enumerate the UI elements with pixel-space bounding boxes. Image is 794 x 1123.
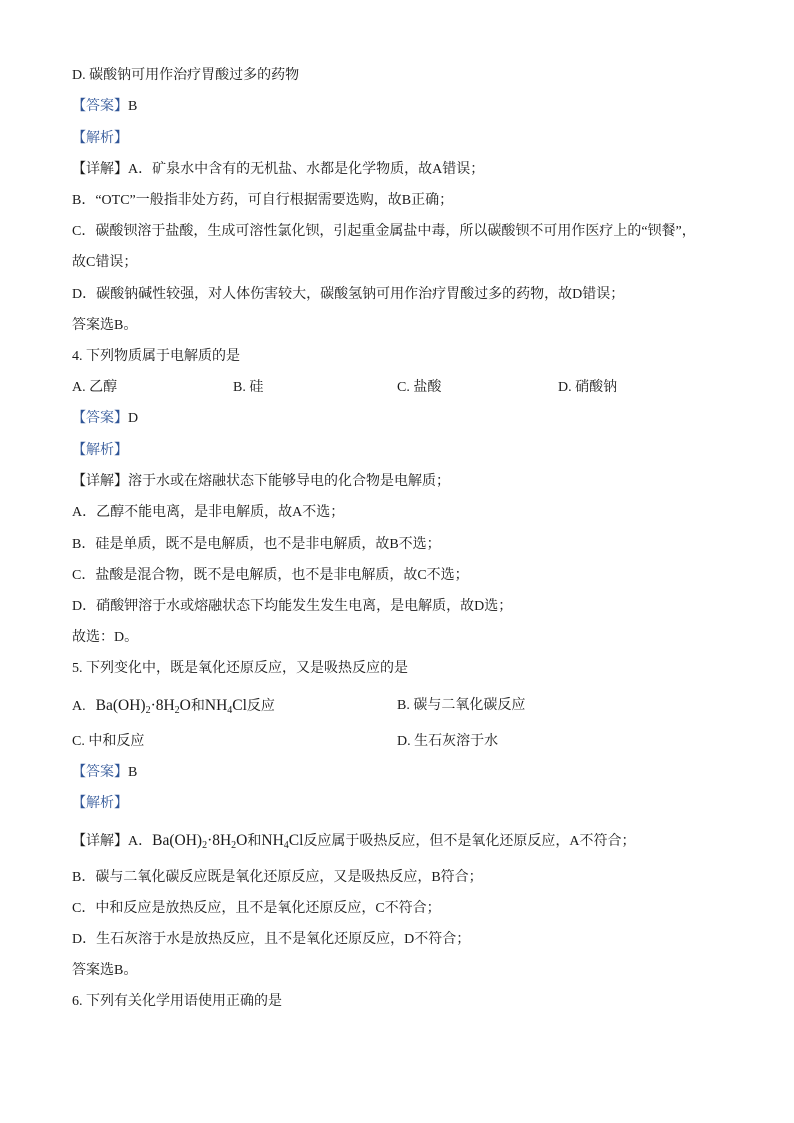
formula-part: O [179,697,191,714]
q4-analysis-label: 【解析】 [72,443,128,458]
formula-subscript: 2 [231,840,237,851]
q5-detail-line [72,829,636,853]
q4-option-a: A. 乙醇 [72,380,118,395]
q3-detail-line: B．“OTC”一般指非处方药，可自行根据需要选购，故B正确； [72,193,454,208]
q5-detail-line: B．碳与二氧化碳反应既是氧化还原反应，又是吸热反应，B符合； [72,870,483,885]
q5-detail-line: C．中和反应是放热反应，且不是氧化还原反应，C不符合； [72,901,441,916]
q3-analysis-label: 【解析】 [72,131,128,146]
q4-answer [72,409,138,429]
q3-detail-line [72,160,484,180]
q5-options-row-1 [72,694,732,718]
answer-value: B [128,765,138,780]
formula-subscript: 2 [202,840,208,851]
answer-label: 【答案】 [72,99,128,114]
q5-conclusion: 答案选B。 [72,963,138,978]
barium-hydroxide-formula [96,697,191,714]
answer-label: 【答案】 [72,411,128,426]
q5-stem: 5. 下列变化中，既是氧化还原反应，又是吸热反应的是 [72,661,408,676]
barium-hydroxide-formula [152,832,247,849]
q5-option-b: B. 碳与二氧化碳反应 [397,698,526,713]
q4-option-c: C. 盐酸 [397,380,442,395]
q3-conclusion: 答案选B。 [72,318,138,333]
q5-option-d: D. 生石灰溶于水 [397,734,499,749]
detail-prefix: A． [128,834,153,849]
formula-subscript: 4 [227,705,233,716]
formula-subscript: 2 [174,705,180,716]
q5-options-row-2 [72,732,732,752]
q3-detail-line: C．碳酸钡溶于盐酸，生成可溶性氯化钡，引起重金属盐中毒，所以碳酸钡不可用作医疗上的“钡餐”， [72,224,696,239]
formula-part: NH [204,697,228,714]
detail-label: 【详解】 [72,162,128,177]
formula-subscript: 4 [283,840,289,851]
q4-option-d: D. 硝酸钠 [558,380,618,395]
q5-detail-line: D．生石灰溶于水是放热反应，且不是氧化还原反应，D不符合； [72,932,471,947]
q3-detail-line: D．碳酸钠碱性较强，对人体伤害较大，碳酸氢钠可用作治疗胃酸过多的药物，故D错误； [72,287,625,302]
formula-part: NH [261,832,284,849]
ammonium-chloride-formula [205,697,247,714]
q4-detail-line: D．硝酸钾溶于水或熔融状态下均能发生发生电离，是电解质，故D选； [72,599,513,614]
q4-stem: 4. 下列物质属于电解质的是 [72,349,240,364]
formula-part: Cl [288,832,304,849]
formula-part: ·8H [207,832,232,849]
detail-text: A．矿泉水中含有的无机盐、水都是化学物质，故A错误； [128,162,485,177]
q3-detail-line: 故C错误； [72,255,138,270]
q4-options [72,378,732,398]
q4-detail-line: A．乙醇不能电离，是非电解质，故A不选； [72,505,345,520]
formula-part: ·8H [150,697,175,714]
option-joiner: 和 [190,699,205,714]
q4-detail-line: C．盐酸是混合物，既不是电解质，也不是非电解质，故C不选； [72,568,469,583]
formula-part: Ba(OH) [152,832,203,849]
formula-part: Cl [232,697,247,714]
q3-option-d: D. 碳酸钠可用作治疗胃酸过多的药物 [72,68,300,83]
formula-part: Ba(OH) [95,697,146,714]
detail-text: 溶于水或在熔融状态下能够导电的化合物是电解质； [128,474,450,489]
q4-conclusion: 故选：D。 [72,630,139,645]
option-letter: A. [72,699,86,714]
ammonium-chloride-formula [261,832,303,849]
q5-analysis-label: 【解析】 [72,796,128,811]
detail-text: 反应属于吸热反应，但不是氧化还原反应，A不符合； [303,834,636,849]
q3-answer [72,97,137,117]
q5-answer [72,763,137,783]
answer-value: D [128,411,139,426]
answer-label: 【答案】 [72,765,128,780]
detail-label: 【详解】 [72,474,128,489]
q5-option-a [72,694,275,719]
detail-joiner: 和 [247,834,262,849]
answer-value: B [128,99,138,114]
q4-option-b: B. 硅 [233,380,264,395]
q4-detail-line: B．硅是单质，既不是电解质，也不是非电解质，故B不选； [72,537,441,552]
q6-stem: 6. 下列有关化学用语使用正确的是 [72,994,282,1009]
q4-detail-line [72,472,450,492]
option-suffix: 反应 [246,699,275,714]
q5-option-c: C. 中和反应 [72,734,145,749]
detail-label: 【详解】 [72,834,128,849]
formula-part: O [236,832,248,849]
formula-subscript: 2 [145,705,151,716]
